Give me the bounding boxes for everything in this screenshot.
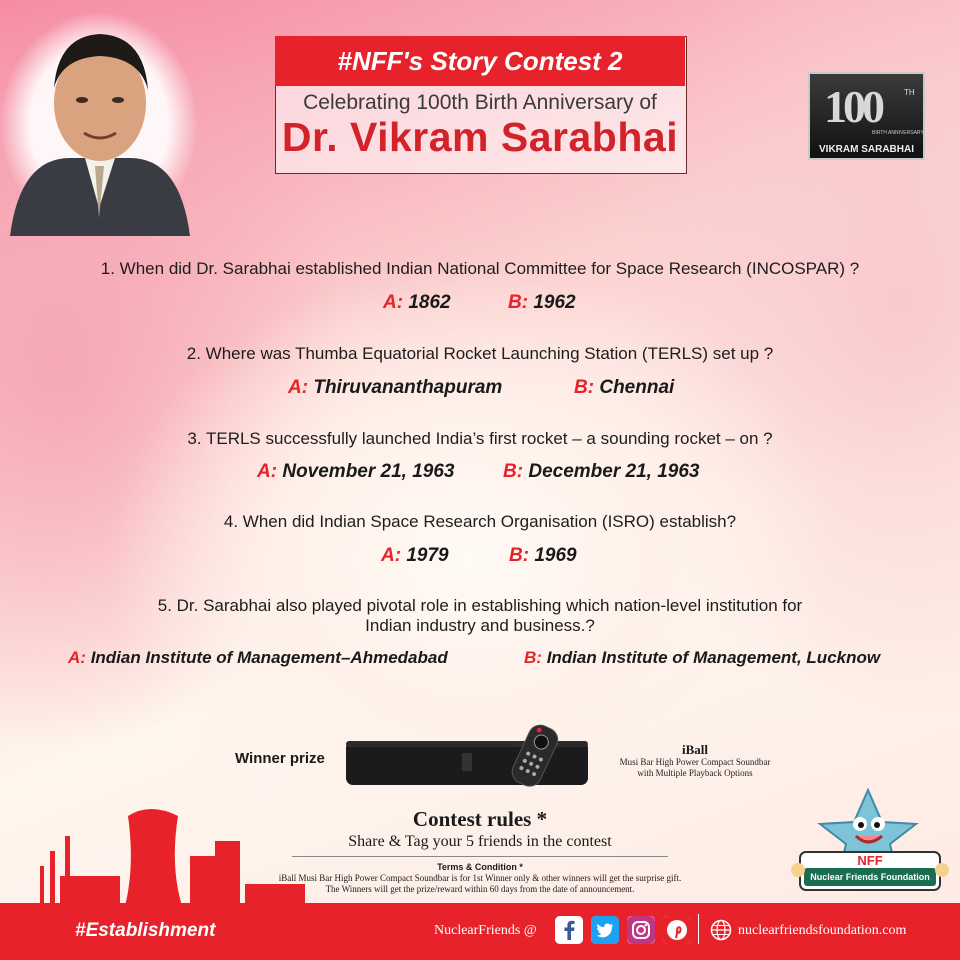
question-1: 1. When did Dr. Sarabhai established Indian National Committee for Space Research (INCOSPAR) ? [100, 259, 860, 278]
q1-option-b [508, 292, 576, 314]
social-handle: NuclearFriends @ [434, 923, 537, 938]
vikram-sarabhai-portrait [0, 8, 198, 236]
instagram-icon[interactable] [627, 916, 655, 944]
logo-caption: BIRTH ANNIVERSARY [872, 130, 924, 136]
option-text: 1862 [408, 292, 451, 313]
option-key: B: [503, 461, 524, 482]
option-key: A: [383, 292, 404, 313]
footer-divider [698, 914, 699, 944]
option-key: B: [524, 648, 542, 667]
rules-divider [292, 856, 668, 857]
q1-option-a [383, 292, 451, 314]
option-key: A: [381, 545, 402, 566]
option-text: December 21, 1963 [528, 461, 700, 482]
prize-desc-line-1: Musi Bar High Power Compact Soundbar [619, 757, 771, 767]
soundbar-image [342, 722, 592, 790]
q4-option-b [509, 545, 577, 567]
contest-rules-text: Share & Tag your 5 friends in the contest [348, 833, 612, 850]
option-key: B: [574, 377, 595, 398]
facebook-icon[interactable] [555, 916, 583, 944]
q5-option-b [524, 648, 880, 668]
question-3: 3. TERLS successfully launched India’s first rocket – a sounding rocket – on ? [187, 429, 773, 448]
centenary-logo [808, 72, 925, 160]
question-5-line-1: 5. Dr. Sarabhai also played pivotal role in establishing which nation-level institution for [157, 596, 803, 615]
terms-title: Terms & Condition * [437, 862, 523, 872]
option-text: November 21, 1963 [282, 461, 455, 482]
q5-option-a [68, 648, 448, 668]
contest-title: #NFF's Story Contest 2 [275, 36, 685, 86]
globe-icon [710, 919, 732, 941]
contest-rules-title: Contest rules * [412, 807, 548, 831]
question-2: 2. Where was Thumba Equatorial Rocket Launching Station (TERLS) set up ? [186, 344, 774, 363]
logo-number: 100 [824, 81, 881, 132]
question-5-line-2: Indian industry and business.? [365, 616, 595, 635]
option-key: A: [257, 461, 278, 482]
option-text: Thiruvananthapuram [313, 377, 503, 398]
logo-sup: TH [904, 88, 915, 97]
q3-option-b [503, 461, 699, 483]
winner-prize-label: Winner prize [235, 750, 325, 767]
mascot-org: Nuclear Friends Foundation [810, 872, 930, 882]
question-4: 4. When did Indian Space Research Organisation (ISRO) establish? [223, 512, 737, 531]
option-text: Indian Institute of Management–Ahmedabad [90, 648, 448, 667]
twitter-icon[interactable] [591, 916, 619, 944]
option-key: A: [288, 377, 309, 398]
option-text: Chennai [599, 377, 675, 398]
title-name: Dr. Vikram Sarabhai [281, 114, 679, 160]
option-key: B: [508, 292, 529, 313]
terms-line-2: The Winners will get the prize/reward within 60 days from the date of announcement. [325, 884, 635, 894]
pinterest-icon[interactable] [663, 916, 691, 944]
q4-option-a [381, 545, 449, 567]
footer-hashtag: #Establishment [75, 920, 216, 941]
q2-option-b [574, 377, 674, 399]
mascot-badge: NFF [857, 853, 883, 868]
option-key: B: [509, 545, 530, 566]
prize-desc-line-2: with Multiple Playback Options [637, 768, 753, 778]
option-text: Indian Institute of Management, Lucknow [546, 648, 881, 667]
terms-line-1: iBall Musi Bar High Power Compact Soundbar is for 1st Winner only & other winners will get the surprise gift. [278, 873, 682, 883]
prize-description [600, 757, 790, 779]
option-text: 1962 [533, 292, 576, 313]
option-text: 1979 [406, 545, 449, 566]
option-text: 1969 [534, 545, 577, 566]
option-key: A: [68, 648, 86, 667]
q2-option-a [288, 377, 502, 399]
website-link[interactable]: nuclearfriendsfoundation.com [738, 923, 907, 938]
logo-name: VIKRAM SARABHAI [819, 144, 914, 155]
q3-option-a [257, 461, 455, 483]
prize-brand: iBall [681, 742, 708, 757]
title-subtitle: Celebrating 100th Birth Anniversary of [303, 91, 657, 114]
